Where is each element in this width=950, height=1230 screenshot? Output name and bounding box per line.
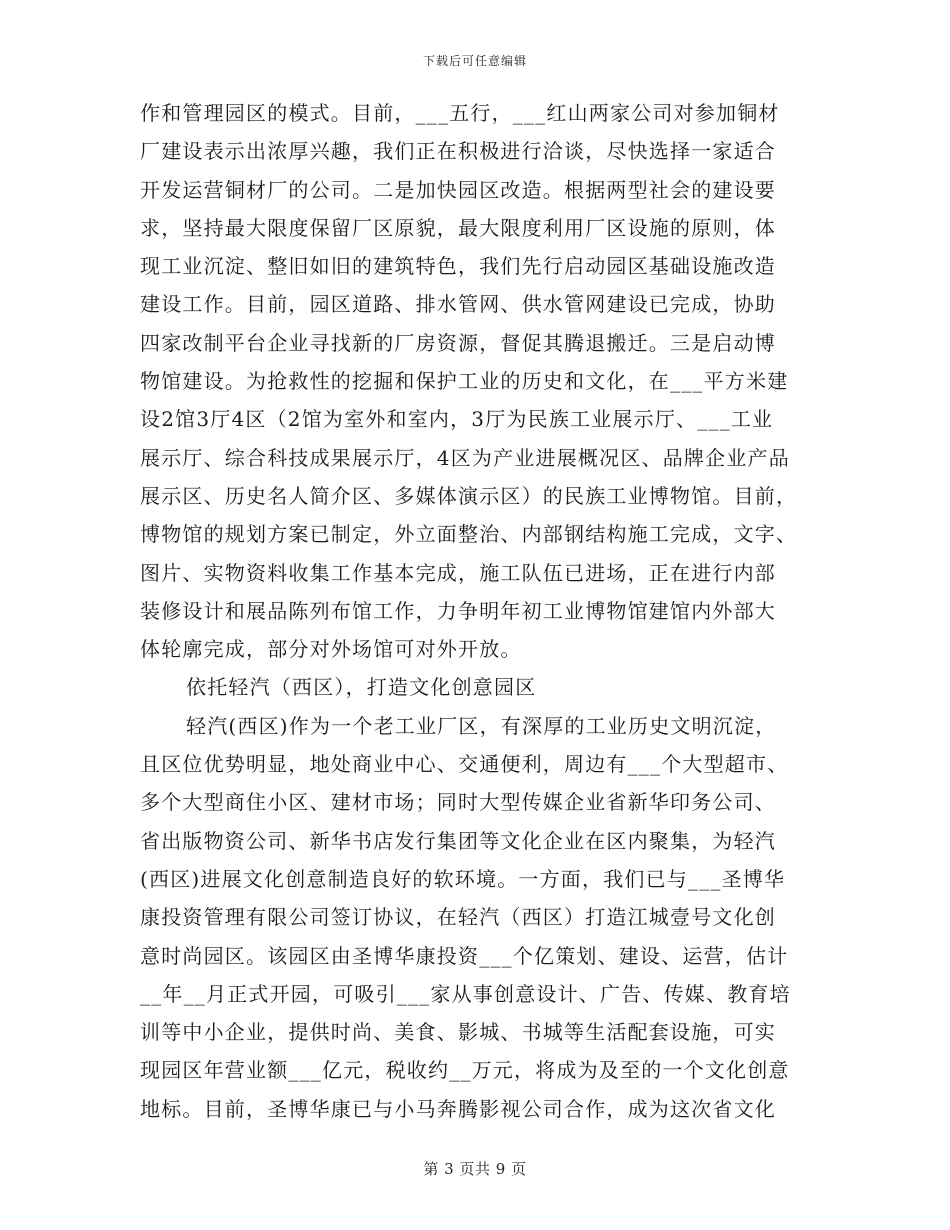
- text-line: 博物馆的规划方案已制定，外立面整治、内部钢结构施工完成，文字、: [140, 522, 798, 547]
- text-line: 四家改制平台企业寻找新的厂房资源，督促其腾退搬迁。三是启动博: [140, 330, 776, 355]
- text-line: 展示厅、综合科技成果展示厅，4区为产业进展概况区、品牌企业产品: [140, 445, 790, 470]
- text-line: 轻汽(西区)作为一个老工业厂区，有深厚的工业历史文明沉淀，: [186, 713, 777, 738]
- text-line: 求，坚持最大限度保留厂区原貌，最大限度利用厂区设施的原则，体: [140, 215, 776, 240]
- page-number-footer: 第 3 页共 9 页: [423, 1160, 527, 1178]
- text-line: 建设工作。目前，园区道路、排水管网、供水管网建设已完成，协助: [140, 292, 776, 317]
- text-line: 现工业沉淀、整旧如旧的建筑特色，我们先行启动园区基础设施改造: [140, 254, 776, 279]
- text-line: 作和管理园区的模式。目前，___五行，___红山两家公司对参加铜材: [140, 101, 780, 125]
- text-line: 厂建设表示出浓厚兴趣，我们正在积极进行洽谈，尽快选择一家适合: [140, 139, 776, 164]
- text-line: 省出版物资公司、新华书店发行集团等文化企业在区内聚集，为轻汽: [140, 828, 776, 853]
- text-line: 体轮廓完成，部分对外场馆可对外开放。: [140, 637, 522, 662]
- text-line: 物馆建设。为抢救性的挖掘和保护工业的历史和文化，在___平方米建: [140, 369, 789, 394]
- text-line: 设2馆3厅4区（2馆为室外和室内，3厅为民族工业展示厅、___工业: [140, 407, 774, 432]
- text-line: 意时尚园区。该园区由圣博华康投资___个亿策划、建设、运营，估计: [140, 943, 789, 968]
- section-heading: 依托轻汽（西区），打造文化创意园区: [186, 675, 537, 700]
- text-line: 且区位优势明显，地处商业中心、交通便利，周边有___个大型超市、: [140, 752, 789, 777]
- document-body: [140, 94, 820, 1128]
- text-line: 地标。目前，圣博华康已与小马奔腾影视公司合作，成为这次省文化: [140, 1096, 776, 1121]
- text-line: 训等中小企业，提供时尚、美食、影城、书城等生活配套设施，可实: [140, 1020, 776, 1045]
- text-line: 装修设计和展品陈列布馆工作，力争明年初工业博物馆建馆内外部大: [140, 598, 776, 623]
- text-line: __年__月正式开园，可吸引___家从事创意设计、广告、传媒、教育培: [140, 981, 791, 1006]
- text-line: 多个大型商住小区、建材市场；同时大型传媒企业省新华印务公司、: [140, 790, 776, 815]
- text-line: (西区)进展文化创意制造良好的软环境。一方面，我们已与___圣博华: [140, 866, 786, 891]
- text-line: 康投资管理有限公司签订协议，在轻汽（西区）打造江城壹号文化创: [140, 905, 776, 930]
- text-line: 现园区年营业额___亿元，税收约__万元，将成为及至的一个文化创意: [140, 1058, 790, 1083]
- text-line: 展示区、历史名人简介区、多媒体演示区）的民族工业博物馆。目前，: [140, 483, 798, 508]
- text-line: 开发运营铜材厂的公司。二是加快园区改造。根据两型社会的建设要: [140, 177, 776, 202]
- text-line: 图片、实物资料收集工作基本完成，施工队伍已进场，正在进行内部: [140, 560, 776, 585]
- page-header: 下载后可任意编辑: [422, 54, 527, 68]
